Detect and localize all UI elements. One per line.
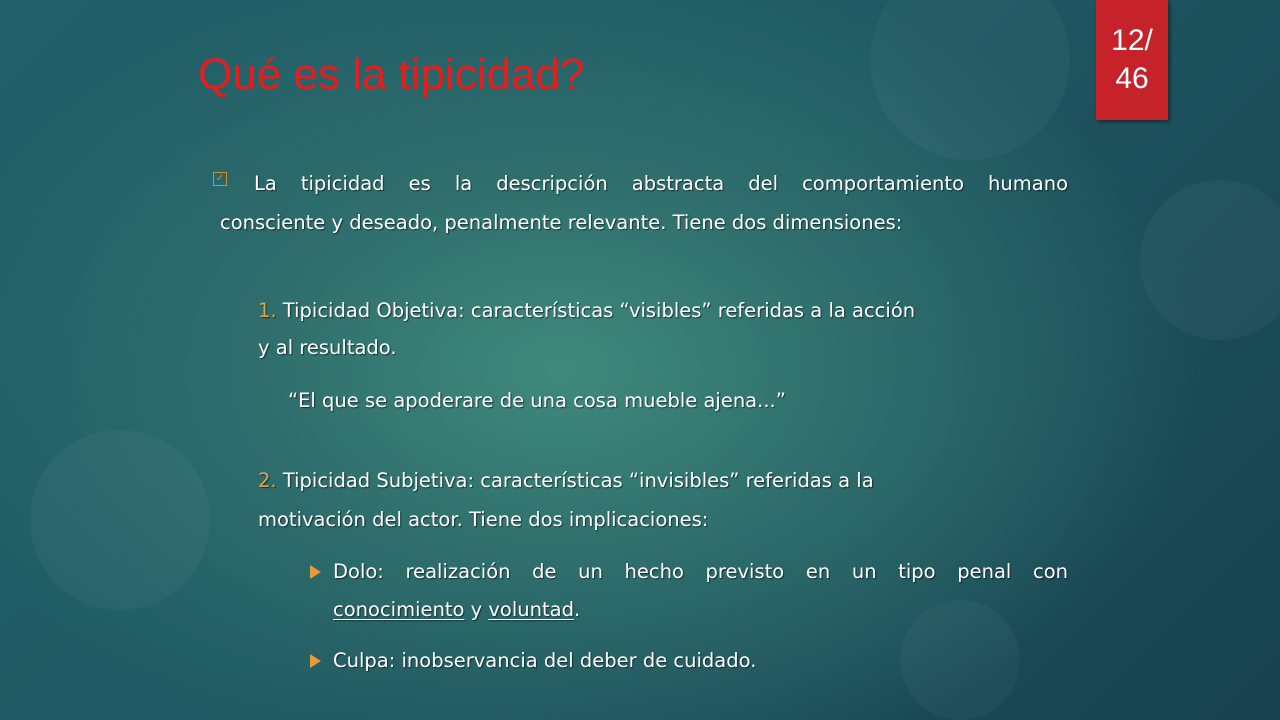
culpa-line: Culpa: inobservancia del deber de cuidado.: [333, 649, 757, 672]
item-2-line-1: [258, 463, 874, 499]
item-1-number: 1.: [258, 299, 277, 322]
background-bubble: [1140, 180, 1280, 340]
item-1-line-1: [258, 293, 915, 329]
dolo-line-1: Dolo: realización de un hecho previsto en un tipo penal con: [333, 560, 1068, 583]
page-total: 46: [1115, 62, 1149, 95]
dolo-period: .: [573, 598, 581, 621]
dolo-conocimiento: conocimiento: [333, 598, 465, 621]
background-bubble: [30, 430, 210, 610]
bullet-line-2: consciente y deseado, penalmente relevante. Tiene dos dimensiones:: [220, 211, 903, 234]
triangle-arrow-icon: [310, 654, 321, 668]
item-1-text: Tipicidad Objetiva: características “visibles” referidas a la acción: [282, 299, 916, 322]
item-1-line-2: y al resultado.: [258, 336, 397, 359]
dolo-and: y: [464, 598, 489, 621]
bullet-line-1: La tipicidad es la descripción abstracta del comportamiento humano: [254, 172, 1068, 195]
background-bubble: [870, 0, 1070, 160]
page-number-badge: [1096, 0, 1168, 120]
item-2-number: 2.: [258, 469, 277, 492]
item-1-quote: “El que se apoderare de una cosa mueble ajena...”: [288, 389, 786, 412]
background-bubble: [900, 600, 1020, 720]
checkbox-bullet-icon: ✓: [213, 172, 227, 186]
page-current: 12/: [1111, 24, 1153, 57]
triangle-arrow-icon: [310, 565, 321, 579]
dolo-line-2: [333, 592, 580, 628]
item-2-text: Tipicidad Subjetiva: características “invisibles” referidas a la: [282, 469, 874, 492]
dolo-voluntad: voluntad: [488, 598, 574, 621]
slide-title: Qué es la tipicidad?: [198, 50, 585, 99]
item-2-line-2: motivación del actor. Tiene dos implicaciones:: [258, 508, 709, 531]
